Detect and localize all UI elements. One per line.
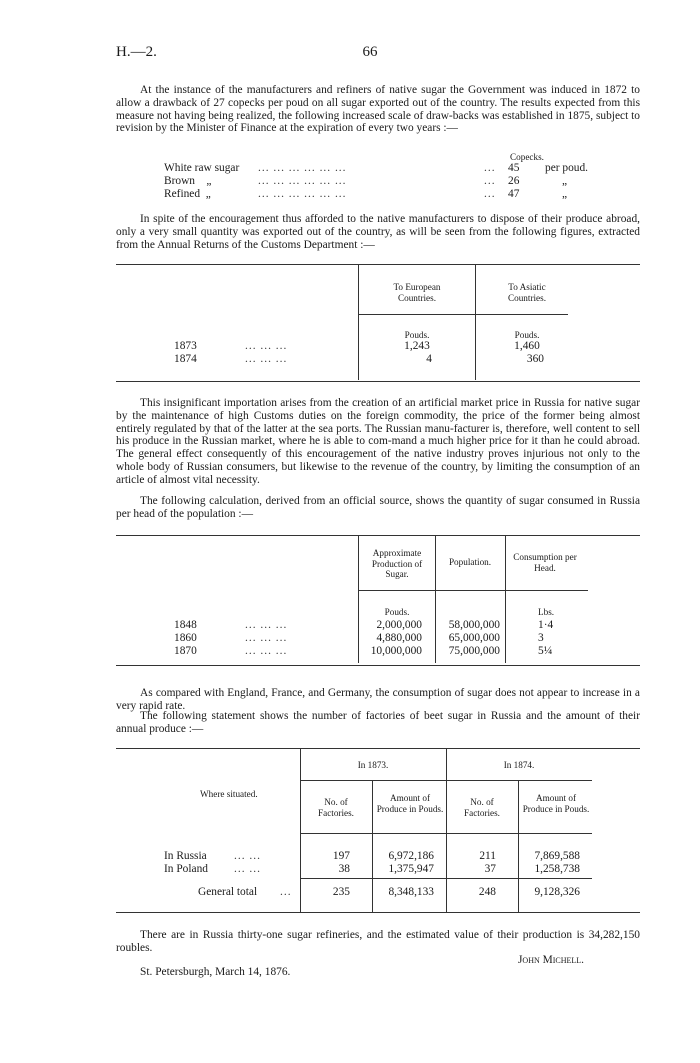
value-amount-1873: 1,375,947 xyxy=(388,863,434,875)
leader-dots: ... ... ... ... ... ... xyxy=(258,188,347,200)
table-rule xyxy=(116,264,640,265)
value-per-head: 5¼ xyxy=(538,645,553,657)
paragraph-exports-intro: In spite of the encouragement thus afforded to the native manufacturers to dispose of their produce abroad, only a very small quantity was exported out of the country, as will be seen from the following figures, extracted from the Annual Returns of the Customs Department :— xyxy=(116,213,640,251)
value-factories-1873: 197 xyxy=(332,850,350,862)
row-year: 1873 xyxy=(174,340,197,352)
table-column-rule xyxy=(358,536,359,663)
table-column-rule xyxy=(505,536,506,663)
paragraph-factories-intro: The following statement shows the number of factories of beet sugar in Russia and the amount of their annual produce :— xyxy=(116,710,640,735)
unit-pouds: Pouds. xyxy=(404,330,430,340)
leader-dots: ... ... xyxy=(234,850,261,862)
table-rule xyxy=(116,748,640,749)
table-column-rule xyxy=(475,265,476,380)
leader-dots: ... ... xyxy=(234,863,261,875)
drawback-row xyxy=(0,162,700,175)
value-european: 1,243 xyxy=(404,340,430,352)
col-header-factories-1874: No. of Factories. xyxy=(464,797,500,818)
table-column-rule xyxy=(300,749,301,912)
group-header-1874: In 1874. xyxy=(503,760,535,770)
paragraph-comparison: As compared with England, France, and Germany, the consumption of sugar does not appear to increase in a very rapid rate. xyxy=(116,687,640,712)
leader-dots: ... ... ... xyxy=(245,619,288,631)
value-population: 75,000,000 xyxy=(448,645,500,657)
drawback-value: 26 xyxy=(508,175,520,187)
table-column-rule xyxy=(358,265,359,380)
drawback-value: 45 xyxy=(508,162,520,174)
table-column-rule xyxy=(518,781,519,912)
table-rule xyxy=(300,780,592,781)
table-rule xyxy=(116,535,640,536)
table-rule xyxy=(116,381,640,382)
value-european: 4 xyxy=(426,353,432,365)
drawback-row xyxy=(0,188,700,201)
value-population: 58,000,000 xyxy=(448,619,500,631)
drawback-unit: „ xyxy=(562,188,568,200)
place-date: St. Petersburgh, March 14, 1876. xyxy=(140,966,291,978)
paragraph-consumption-intro: The following calculation, derived from an official source, shows the quantity of sugar consumed in Russia per head of the population :— xyxy=(116,495,640,520)
drawback-row xyxy=(0,175,700,188)
leader-dots: ... xyxy=(484,188,496,200)
value-factories-1873: 38 xyxy=(338,863,350,875)
value-factories-1874: 211 xyxy=(479,850,496,862)
table-rule xyxy=(300,833,592,834)
page-number: 66 xyxy=(362,44,378,60)
row-year: 1874 xyxy=(174,353,197,365)
leader-dots: ... ... ... xyxy=(245,353,288,365)
row-year: 1848 xyxy=(174,619,197,631)
signature: John Michell. xyxy=(518,954,585,966)
total-label: General total xyxy=(198,886,258,898)
report-code: H.—2. xyxy=(116,44,157,60)
col-header-amount-1874: Amount of Produce in Pouds. xyxy=(522,793,590,814)
drawback-unit: „ xyxy=(562,175,568,187)
value-per-head: 1·4 xyxy=(538,619,554,631)
value-production: 4,880,000 xyxy=(376,632,422,644)
leader-dots: ... ... ... xyxy=(245,632,288,644)
table-column-rule xyxy=(435,536,436,663)
group-header-1873: In 1873. xyxy=(357,760,389,770)
drawback-unit: per poud. xyxy=(545,162,589,174)
row-place: In Russia xyxy=(164,850,207,862)
paragraph-refineries: There are in Russia thirty-one sugar refineries, and the estimated value of their production is 34,282,150 roubles. xyxy=(116,929,640,954)
copecks-unit-header: Copecks. xyxy=(510,152,544,162)
table-rule xyxy=(358,590,588,591)
drawback-label: Refined „ xyxy=(164,188,211,200)
table-column-rule xyxy=(446,749,447,912)
drawback-label: Brown „ xyxy=(164,175,212,187)
leader-dots: ... ... ... xyxy=(245,645,288,657)
col-header-factories-1873: No. of Factories. xyxy=(318,797,354,818)
total-amount-1874: 9,128,326 xyxy=(534,886,580,898)
total-factories-1873: 235 xyxy=(332,886,350,898)
unit-pouds: Pouds. xyxy=(514,330,540,340)
value-amount-1874: 1,258,738 xyxy=(534,863,580,875)
value-amount-1873: 6,972,186 xyxy=(388,850,434,862)
paragraph-market-price: This insignificant importation arises from the creation of an artificial market price in Russia for native sugar by the maintenance of high Customs duties on the foreign commodity, the price of the former being almost entirely regulated by that of the latter at the sea ports. The Russian manu-facturer is, therefore, well content to sell his produce in the Russian market, where he is able to com-mand a much higher price for it than he could abroad. The general effect consequently of this encouragement of the native industry proves injurious not only to the whole body of Russian consumers, but likewise to the revenue of the country, by limiting the consumption of an article of almost vital necessity. xyxy=(116,397,640,486)
leader-dots: ... ... ... xyxy=(245,340,288,352)
total-amount-1873: 8,348,133 xyxy=(388,886,434,898)
value-asiatic: 1,460 xyxy=(514,340,540,352)
value-factories-1874: 37 xyxy=(484,863,496,875)
leader-dots: ... xyxy=(484,162,496,174)
col-header-per-head: Consumption per Head. xyxy=(513,552,577,573)
table-rule xyxy=(300,878,592,879)
paragraph-drawback-intro: At the instance of the manufacturers and refiners of native sugar the Government was induced in 1872 to allow a drawback of 27 copecks per poud on all sugar exported out of the country. The results expected from this measure not having being realized, the following increased scale of draw-backs was established in 1875, subject to revision by the Minister of Finance at the expiration of every two years :— xyxy=(116,84,640,135)
unit-pouds: Pouds. xyxy=(384,607,410,617)
row-year: 1870 xyxy=(174,645,197,657)
col-header-european: To European Countries. xyxy=(393,282,441,303)
total-factories-1874: 248 xyxy=(478,886,496,898)
col-header-population: Population. xyxy=(448,557,492,567)
value-amount-1874: 7,869,588 xyxy=(534,850,580,862)
leader-dots: ... xyxy=(484,175,496,187)
leader-dots: ... ... ... ... ... ... xyxy=(258,175,347,187)
table-rule xyxy=(358,314,568,315)
value-production: 2,000,000 xyxy=(376,619,422,631)
drawback-label: White raw sugar xyxy=(164,162,240,174)
row-place: In Poland xyxy=(164,863,208,875)
leader-dots: ... xyxy=(280,886,292,898)
table-rule xyxy=(116,912,640,913)
value-per-head: 3 xyxy=(538,632,544,644)
table-rule xyxy=(116,665,640,666)
col-header-asiatic: To Asiatic Countries. xyxy=(507,282,547,303)
value-production: 10,000,000 xyxy=(370,645,422,657)
leader-dots: ... ... ... ... ... ... xyxy=(258,162,347,174)
value-population: 65,000,000 xyxy=(448,632,500,644)
col-header-amount-1873: Amount of Produce in Pouds. xyxy=(376,793,444,814)
row-year: 1860 xyxy=(174,632,197,644)
table-column-rule xyxy=(372,781,373,912)
value-asiatic: 360 xyxy=(526,353,544,365)
drawback-value: 47 xyxy=(508,188,520,200)
col-header-where: Where situated. xyxy=(200,789,258,799)
unit-lbs: Lbs. xyxy=(538,607,555,617)
col-header-production: Approximate Production of Sugar. xyxy=(371,548,423,580)
